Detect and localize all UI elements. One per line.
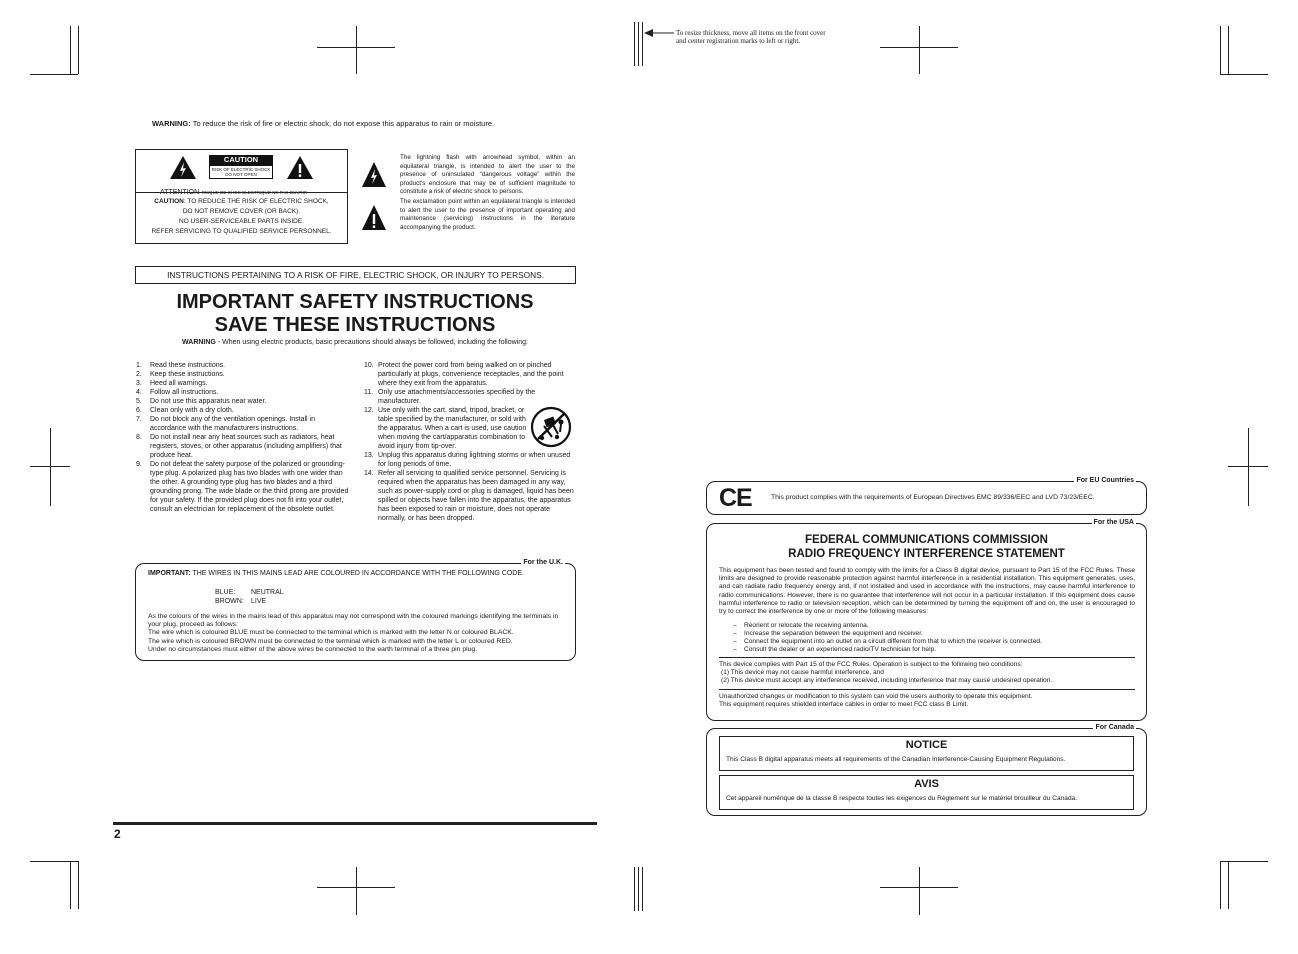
caution-label: CAUTION — [209, 155, 273, 165]
title-line1: IMPORTANT SAFETY INSTRUCTIONS — [176, 291, 534, 313]
uk-brown-label: BROWN: — [215, 598, 244, 605]
notice-title: NOTICE — [905, 739, 948, 751]
safety-item-text: Unplug this apparatus during lightning storms or when unused for long periods of time. — [378, 452, 571, 468]
fcc-title1: FEDERAL COMMUNICATIONS COMMISSION — [805, 534, 1048, 546]
safety-list-left — [136, 361, 350, 514]
safety-item-text: Only use attachments/accessories specified by the manufacturer. — [378, 389, 536, 405]
safety-item — [136, 406, 350, 415]
fcc-tag: For the USA — [1093, 519, 1134, 526]
safety-item-text: Heed all warnings. — [150, 380, 208, 387]
safety-item — [136, 370, 350, 379]
fcc-measure-item — [733, 646, 1133, 654]
lightning-warning-icon — [169, 155, 197, 180]
safety-item — [136, 388, 350, 397]
fcc-c1: (1) This device may not cause harmful interference, and — [721, 669, 884, 677]
ce-logo-icon: CE — [719, 484, 752, 512]
resize-note-line2: and center registration marks to left or right. — [676, 37, 801, 45]
safety-item-text: Clean only with a dry cloth. — [150, 407, 234, 414]
fcc-notes — [719, 693, 1135, 709]
safety-item-text: Do not use this apparatus near water. — [150, 398, 267, 405]
safety-item-number: 6. — [136, 407, 142, 414]
safety-item-number: 9. — [136, 461, 142, 468]
uk-blue-value: NEUTRAL — [251, 589, 284, 596]
safety-item-text: Do not defeat the safety purpose of the polarized or grounding-type plug. A polarized plug has two blades with one wider than the other. A grounding type plug has two blades and a third grounding prong. The wide blade or the third prong are provided for your safety. If the provided plug does not fit into your outlet, consult an electrician for replacement of the obsolete outlet. — [150, 461, 349, 513]
safety-item-text: Read these instructions. — [150, 362, 226, 369]
fcc-c2: (2) This device must accept any interference received, including interference that may cause undesired operation. — [721, 677, 1053, 685]
lightning-symbol-icon — [361, 161, 387, 188]
safety-item — [136, 433, 350, 460]
caution-sub1: RISK OF ELECTRIC SHOCK — [211, 167, 271, 172]
fcc-title — [707, 533, 1146, 561]
fcc-measure-dash: – — [733, 638, 737, 646]
eu-box — [706, 477, 1147, 515]
canada-tag: For Canada — [1095, 724, 1134, 731]
safety-item — [364, 469, 576, 523]
avis-box — [719, 775, 1134, 810]
fcc-measure-text: Connect the equipment into an outlet on a circuit different from that to which the receiver is connected. — [744, 638, 1042, 646]
safety-item-number: 2. — [136, 371, 142, 378]
notice-text: This Class B digital apparatus meets all requirements of the Canadian Interference-Causing Equipment Regulations. — [726, 756, 1066, 763]
safety-item-number: 12. — [364, 407, 374, 414]
page-title — [135, 291, 575, 337]
notice-box — [719, 736, 1134, 771]
caution-sub2: DO NOT OPEN — [225, 172, 257, 177]
uk-blue-label: BLUE: — [215, 589, 236, 596]
safety-item — [136, 397, 350, 406]
safety-item-number: 4. — [136, 389, 142, 396]
safety-item-text: Keep these instructions. — [150, 371, 225, 378]
caution-line3: NO USER-SERVICEABLE PARTS INSIDE. — [179, 218, 304, 225]
lightning-explanation: The lightning flash with arrowhead symbol, within an equilateral triangle, is intended to alert the user to the presence of uninsulated “dangerous voltage” within the product's enclosure that may be of sufficient magnitude to constitute a risk of electric shock to persons. — [400, 154, 575, 195]
fcc-title2: RADIO FREQUENCY INTERFERENCE STATEMENT — [788, 548, 1065, 560]
warning-intro — [135, 339, 575, 346]
safety-item — [136, 460, 350, 514]
uk-wiring-box — [135, 559, 576, 661]
safety-item-number: 14. — [364, 470, 374, 477]
uk-color-code — [215, 588, 284, 606]
caution-line4: REFER SERVICING TO QUALIFIED SERVICE PERSONNEL. — [151, 228, 332, 235]
warning-label: WARNING: — [152, 119, 191, 128]
safety-item — [136, 415, 350, 433]
fcc-measure-dash: – — [733, 622, 737, 629]
caution-box — [135, 149, 348, 244]
warning-text: To reduce the risk of fire or electric shock, do not expose this apparatus to rain or moisture. — [190, 119, 495, 128]
safety-item-text: Use only with the cart, stand, tripod, bracket, or table specified by the manufacturer, or sold with the apparatus. When a cart is used, use caution when moving the cart/apparatus combination to avoid injury from tip-over. — [378, 407, 527, 450]
avis-text: Cet appareil numérique de la classe B respecte toutes les exigences du Règlement sur le matériel brouilleur du Canada. — [726, 795, 1078, 802]
safety-item — [136, 361, 350, 370]
cart-tipover-icon — [530, 406, 572, 448]
fcc-p2: This device complies with Part 15 of the FCC Rules. Operation is subject to the following two conditions: — [719, 661, 1023, 668]
uk-brown-value: LIVE — [251, 598, 267, 605]
safety-item-number: 7. — [136, 416, 142, 423]
resize-note-line1: To resize thickness, move all items on the front cover — [676, 29, 826, 37]
fcc-conditions — [719, 661, 1135, 685]
arrow-left-icon — [644, 29, 674, 37]
fcc-p1: This equipment has been tested and found to comply with the limits for a Class B digital device, pursuant to Part 15 of the FCC Rules. These limits are designed to provide reasonable protection against harmful interference in a residential installation. This equipment generates, uses, and can radiate radio frequency energy and, if not installed and used in accordance with the instructions, may cause harmful interference to radio communications. However, there is no guarantee that interference will not occur in a particular installation. If this equipment does cause harmful interference to radio or television reception, which can be determined by turning the equipment off and on, the user is encouraged to try to correct the interference by one or more of the following measures: — [719, 567, 1135, 616]
exclamation-explanation: The exclamation point within an equilateral triangle is intended to alert the user to the presence of important operating and maintenance (servicing) instructions in the literature accompanying the product. — [400, 198, 575, 231]
safety-item-number: 1. — [136, 362, 142, 369]
warning-intro-text: - When using electric products, basic precautions should always be followed, including the following: — [215, 339, 528, 346]
instructions-banner: INSTRUCTIONS PERTAINING TO A RISK OF FIRE, ELECTRIC SHOCK, OR INJURY TO PERSONS. — [135, 266, 576, 284]
fcc-measure-text: Reorient or relocate the receiving antenna. — [744, 622, 869, 629]
uk-important-line — [148, 569, 524, 578]
uk-p1: As the colours of the wires in the mains lead of this apparatus may not correspond with the coloured markings identifying the terminals in your plug, proceed as follows: — [148, 613, 559, 629]
warning-line — [152, 119, 494, 128]
footer-rule — [113, 822, 597, 825]
exclamation-symbol-icon — [361, 204, 387, 231]
warning-intro-label: WARNING — [182, 339, 216, 346]
uk-tag: For the U.K. — [523, 559, 563, 566]
safety-item-number: 5. — [136, 398, 142, 405]
uk-p3: The wire which is coloured BROWN must be connected to the terminal which is marked with the letter L or coloured RED. — [148, 637, 513, 645]
uk-paragraphs — [148, 613, 563, 654]
safety-item-number: 13. — [364, 452, 374, 459]
fcc-measure-item — [733, 630, 1133, 638]
fcc-measure-text: Increase the separation between the equipment and receiver. — [744, 630, 923, 638]
avis-title: AVIS — [914, 778, 939, 790]
safety-item — [136, 379, 350, 388]
safety-item — [364, 388, 576, 406]
fcc-measure-dash: – — [733, 646, 737, 654]
canada-box — [706, 724, 1147, 816]
caution-line2: DO NOT REMOVE COVER (OR BACK). — [182, 208, 301, 215]
uk-p2: The wire which is coloured BLUE must be connected to the terminal which is marked with the letter N or coloured BLACK. — [148, 629, 514, 637]
safety-item-text: Do not install near any heat sources such as radiators, heat registers, stoves, or other apparatus (including amplifiers) that produce heat. — [150, 434, 342, 459]
safety-item — [364, 361, 576, 388]
caution-lines — [136, 197, 347, 237]
safety-item-text: Follow all instructions. — [150, 389, 219, 396]
safety-item-text: Do not block any of the ventilation openings. Install in accordance with the manufacturers instructions. — [150, 416, 315, 432]
safety-item-text: Refer all servicing to qualified service personnel. Servicing is required when the apparatus has been damaged in any way, such as power-supply cord or plug is damaged, liquid has been spilled or objects have fallen into the apparatus, the apparatus has been exposed to rain or moisture, does not operate normally, or has been dropped. — [378, 470, 574, 522]
uk-important-label: IMPORTANT: — [148, 570, 191, 577]
fcc-p3: Unauthorized changes or modification to this system can void the users authority to operate this equipment. — [719, 693, 1033, 700]
fcc-measures-list — [733, 622, 1133, 654]
safety-item — [364, 451, 576, 469]
fcc-p4: This equipment requires shielded interface cables in order to meet FCC class B Limit. — [719, 701, 969, 709]
uk-important-text: THE WIRES IN THIS MAINS LEAD ARE COLOURED IN ACCORDANCE WITH THE FOLLOWING CODE. — [190, 570, 524, 577]
title-line2: SAVE THESE INSTRUCTIONS — [214, 314, 496, 336]
safety-item-number: 8. — [136, 434, 142, 441]
safety-item-number: 11. — [364, 389, 374, 396]
page-number: 2 — [114, 827, 121, 841]
caution-label-block — [209, 155, 273, 179]
eu-tag: For EU Countries — [1076, 477, 1134, 484]
safety-item-number: 3. — [136, 380, 142, 387]
uk-p4: Under no circumstances must either of the above wires be connected to the earth terminal of a three pin plug. — [148, 645, 478, 653]
fcc-measure-dash: – — [733, 630, 737, 638]
safety-item-number: 10. — [364, 362, 374, 369]
eu-text: This product complies with the requirements of European Directives EMC 89/336/EEC and LVD 73/23/EEC. — [771, 494, 1095, 501]
fcc-measure-text: Consult the dealer or an experienced radio/TV technician for help. — [744, 646, 937, 654]
caution-line1-bold: CAUTION — [154, 198, 184, 205]
safety-item-text: Protect the power cord from being walked on or pinched particularly at plugs, convenience receptacles, and the point where they exit from the apparatus. — [378, 362, 564, 387]
fcc-measure-item — [733, 622, 1133, 630]
exclamation-warning-icon — [286, 155, 314, 180]
fcc-box — [706, 519, 1147, 721]
fcc-measure-item — [733, 638, 1133, 646]
caution-line1: : TO REDUCE THE RISK OF ELECTRIC SHOCK, — [183, 198, 329, 205]
